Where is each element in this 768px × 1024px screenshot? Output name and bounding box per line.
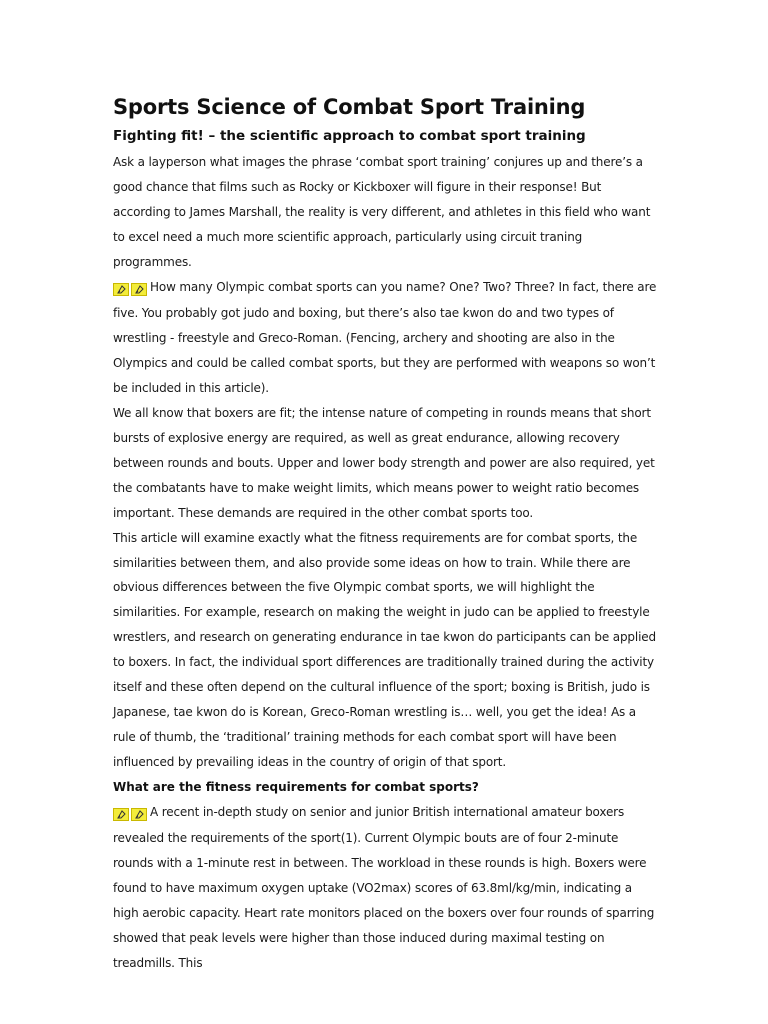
document-page <box>113 92 661 976</box>
page-subtitle: Fighting fit! – the scientific approach to combat sport training <box>113 128 586 144</box>
paragraph-olympic-sports <box>113 275 661 402</box>
annotation-markers[interactable] <box>113 802 149 827</box>
section-heading: What are the fitness requirements for combat sports? <box>113 779 479 794</box>
paragraph-text: How many Olympic combat sports can you name? One? Two? Three? In fact, there are five. You probably got judo and boxing, but there’s also tae kwon do and two types of wrestling - freestyle and Greco-Roman. (Fencing, archery and shooting are also in the Olympics and could be called combat sports, but they are performed with weapons so won’t be included in this article). <box>113 279 657 396</box>
page-title: Sports Science of Combat Sport Training <box>113 95 586 119</box>
paragraph-article-scope: This article will examine exactly what the fitness requirements are for combat sports, the similarities between them, and also provide some ideas on how to train. While there are obvious differences between the five Olympic combat sports, we will highlight the similarities. For example, research on making the weight in judo can be applied to freestyle wrestlers, and research on generating endurance in tae kwon do participants can be applied to boxers. In fact, the individual sport differences are traditionally trained during the activity itself and these often depend on the cultural influence of the sport; boxing is British, judo is Japanese, tae kwon do is Korean, Greco-Roman wrestling is… well, you get the idea! As a rule of thumb, the ‘traditional’ training methods for each combat sport will have been influenced by prevailing ideas in the country of origin of that sport. <box>113 530 656 769</box>
annotation-marker-icon[interactable] <box>131 808 147 821</box>
paragraph-boxing-study <box>113 800 661 976</box>
annotation-marker-icon[interactable] <box>113 283 129 296</box>
paragraph-intro: Ask a layperson what images the phrase ‘combat sport training’ conjures up and there’s a good chance that films such as Rocky or Kickboxer will figure in their response! But according to James Marshall, the reality is very different, and athletes in this field who want to excel need a much more scientific approach, particularly using circuit traning programmes. <box>113 155 651 269</box>
paragraph-text: A recent in-depth study on senior and junior British international amateur boxers revealed the requirements of the sport(1). Current Olympic bouts are of four 2-minute rounds with a 1-minute rest in between. The workload in these rounds is high. Boxers were found to have maximum oxygen uptake (VO2max) scores of 63.8ml/kg/min, indicating a high aerobic capacity. Heart rate monitors placed on the boxers over four rounds of sparring showed that peak levels were higher than those induced during maximal testing on treadmills. This <box>113 804 655 970</box>
annotation-markers[interactable] <box>113 277 149 302</box>
annotation-marker-icon[interactable] <box>131 283 147 296</box>
annotation-marker-icon[interactable] <box>113 808 129 821</box>
paragraph-boxers-fit: We all know that boxers are fit; the intense nature of competing in rounds means that short bursts of explosive energy are required, as well as great endurance, allowing recovery between rounds and bouts. Upper and lower body strength and power are also required, yet the combatants have to make weight limits, which means power to weight ratio becomes important. These demands are required in the other combat sports too. <box>113 406 655 520</box>
